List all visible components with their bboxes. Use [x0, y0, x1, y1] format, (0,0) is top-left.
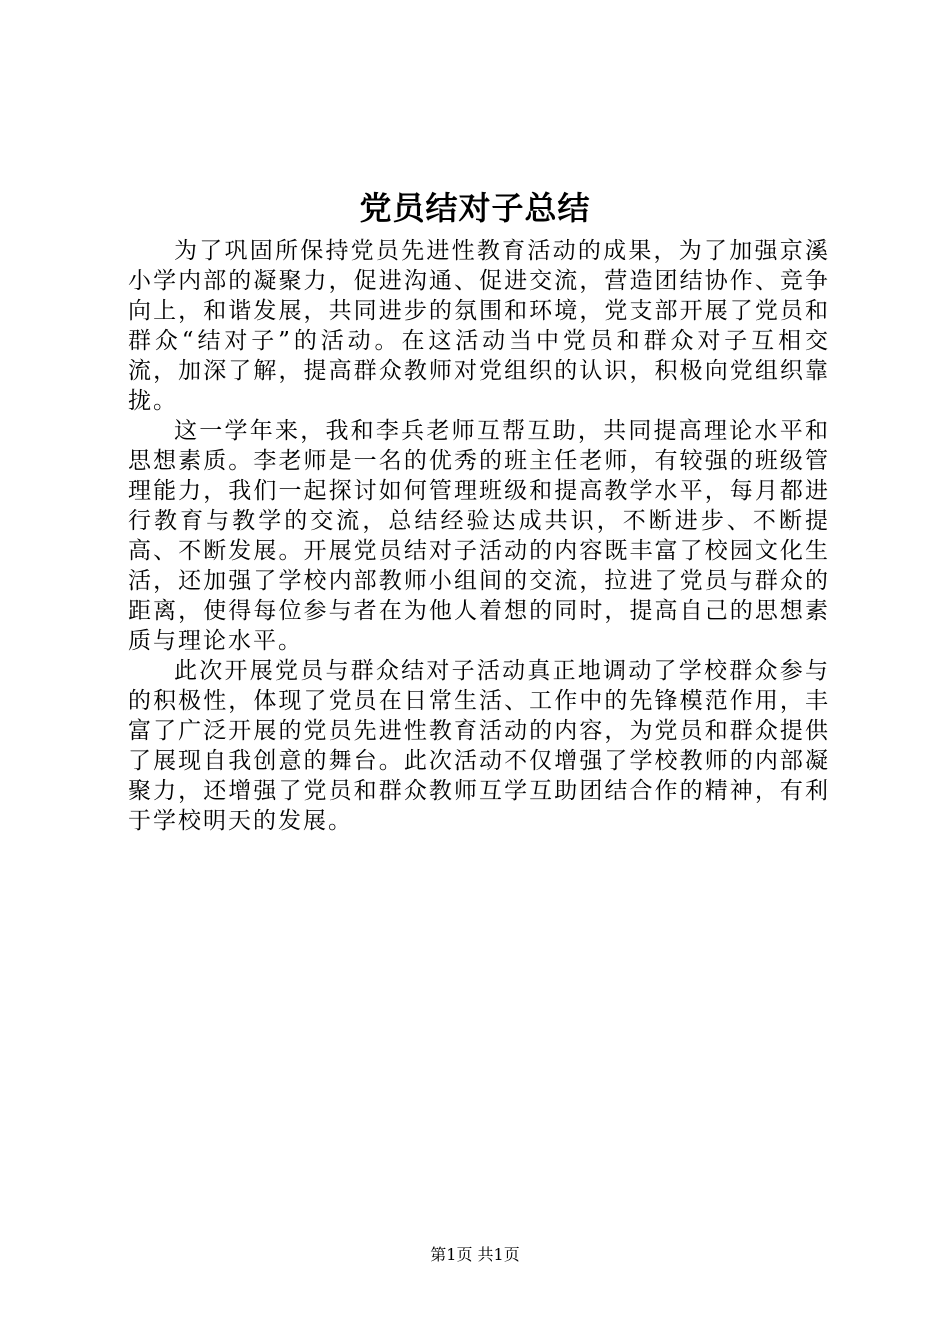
page-footer: 第1页 共1页 — [430, 1245, 520, 1264]
paragraph-2: 这一学年来，我和李兵老师互帮互助，共同提高理论水平和思想素质。李老师是一名的优秀的班主任老师，有较强的班级管理能力，我们一起探讨如何管理班级和提高教学水平，每月都进行教育与教学的交流，总结经验达成共识，不断进步、不断提高、不断发展。开展党员结对子活动的内容既丰富了校园文化生活，还加强了学校内部教师小组间的交流，拉进了党员与群众的距离，使得每位参与者在为他人着想的同时，提高自己的思想素质与理论水平。 — [128, 418, 830, 654]
paragraph-1: 为了巩固所保持党员先进性教育活动的成果，为了加强京溪小学内部的凝聚力，促进沟通、促进交流，营造团结协作、竞争向上，和谐发展，共同进步的氛围和环境，党支部开展了党员和群众“结对子”的活动。在这活动当中党员和群众对子互相交流，加深了解，提高群众教师对党组织的认识，积极向党组织靠拢。 — [128, 238, 830, 414]
paragraph-3: 此次开展党员与群众结对子活动真正地调动了学校群众参与的积极性，体现了党员在日常生活、工作中的先锋模范作用，丰富了广泛开展的党员先进性教育活动的内容，为党员和群众提供了展现自我创意的舞台。此次活动不仅增强了学校教师的内部凝聚力，还增强了党员和群众教师互学互助团结合作的精神，有利于学校明天的发展。 — [128, 658, 830, 834]
document-body — [128, 236, 830, 836]
page-title: 党员结对子总结 — [359, 189, 591, 227]
